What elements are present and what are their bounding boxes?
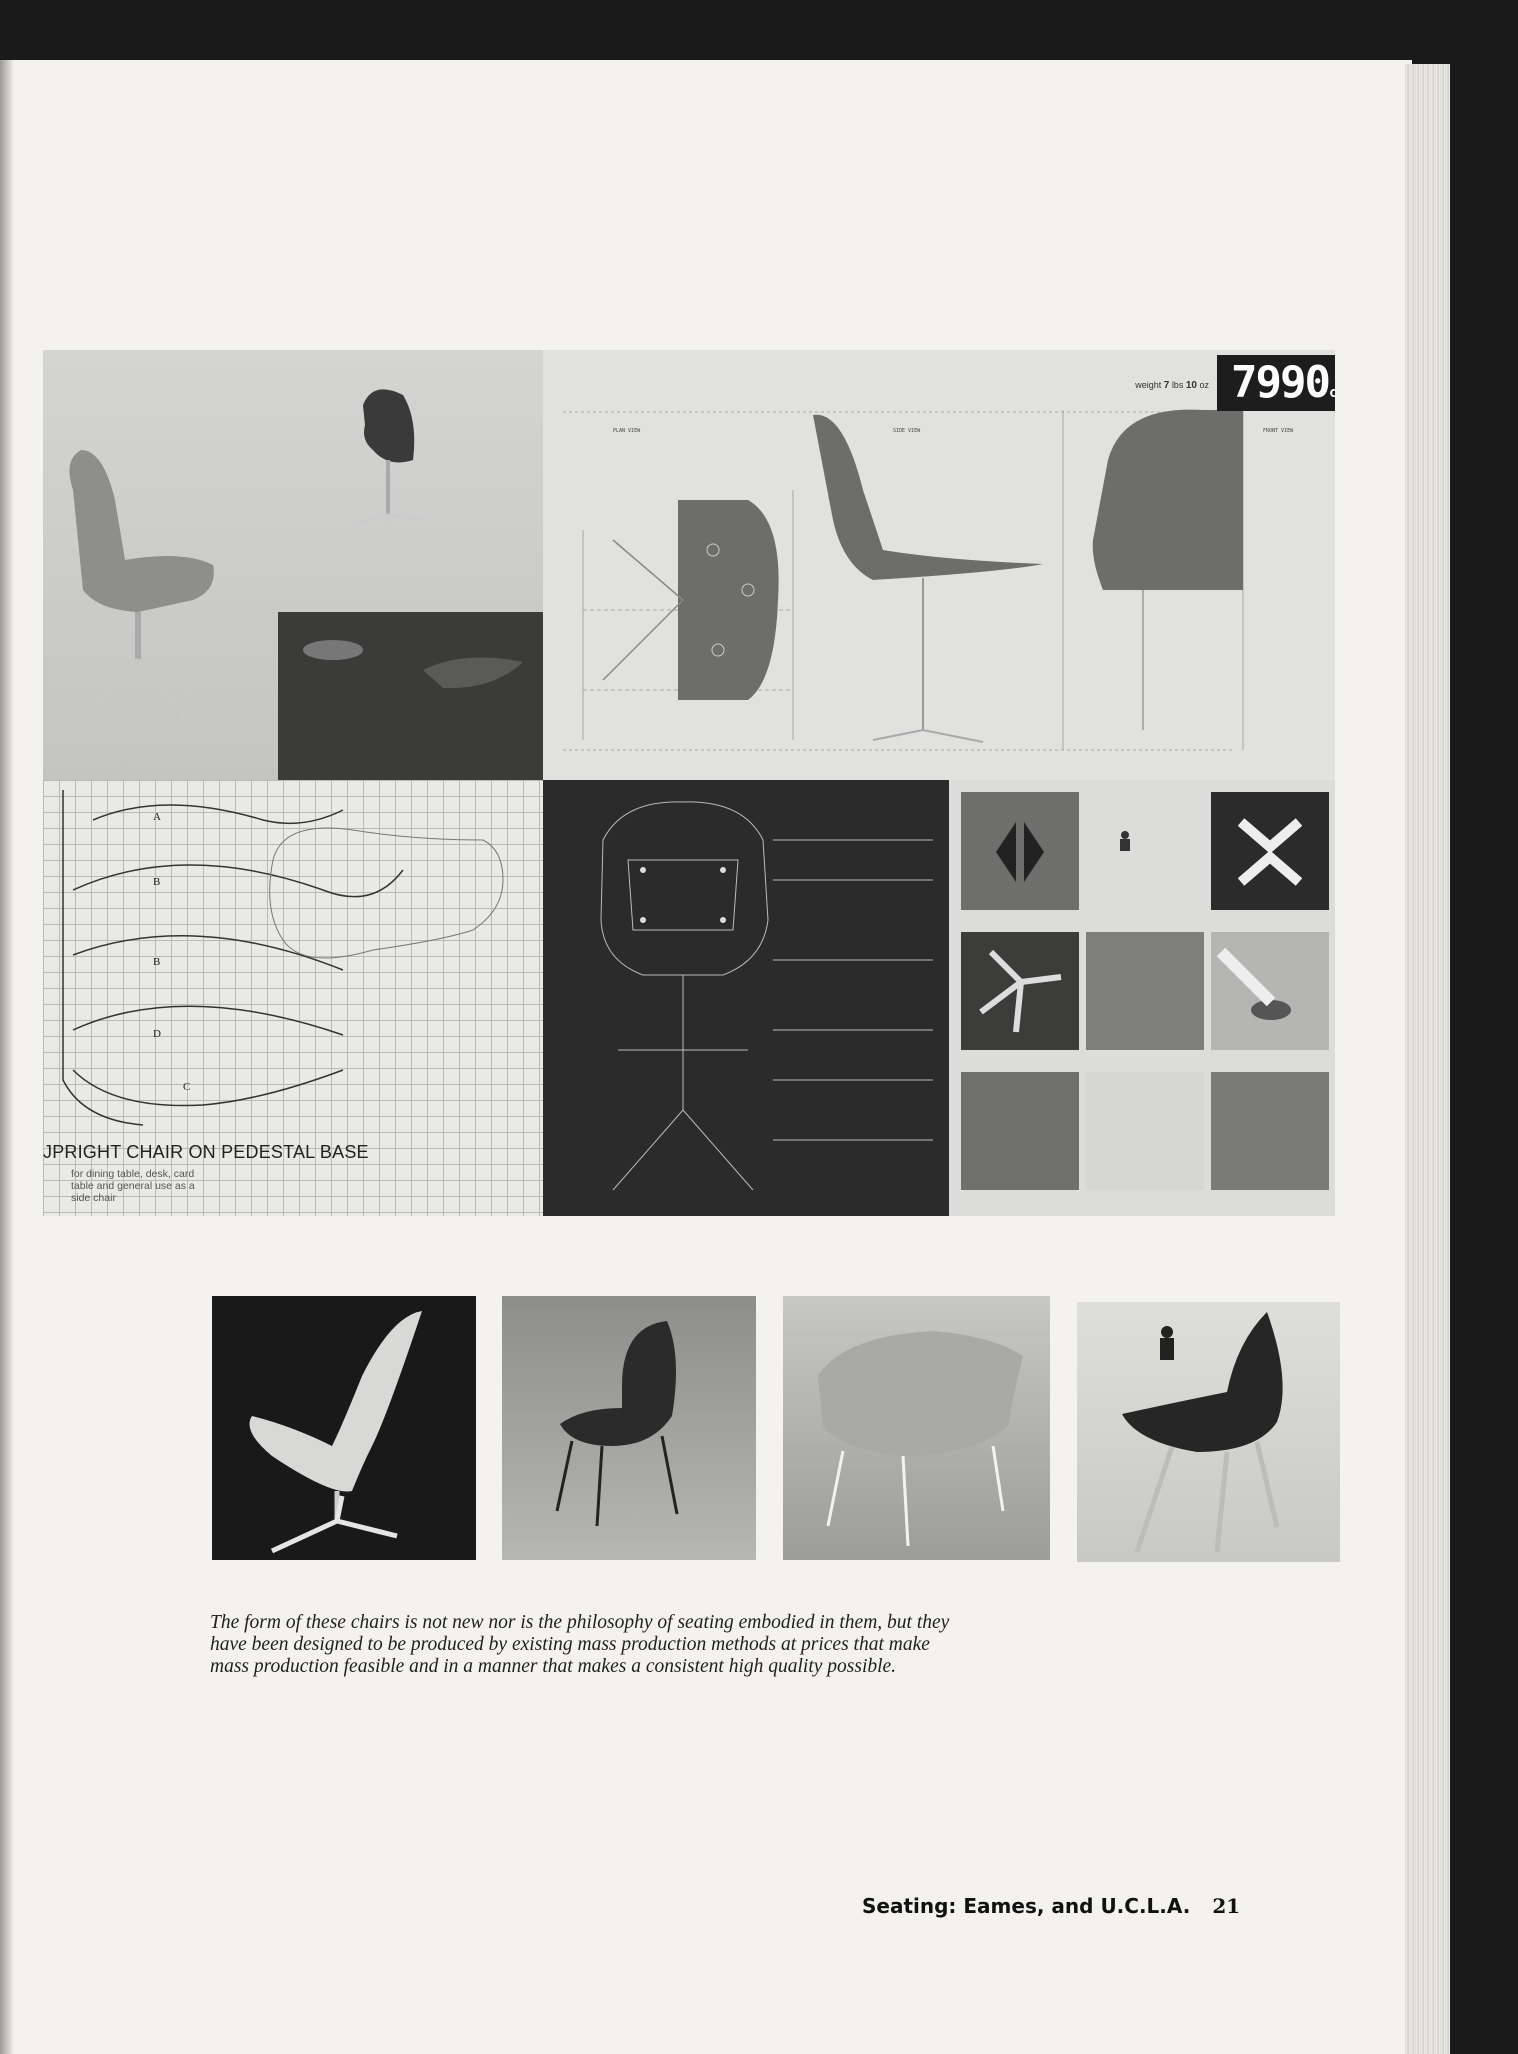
detail-section-foot-connection bbox=[1211, 1072, 1329, 1190]
detail-perspective-glide bbox=[1211, 932, 1329, 1050]
body-caption: The form of these chairs is not new nor is the philosophy of seating embodied in them, but they have been designed to be produced by existing mass production methods at prices that make mass production feasible and in a manner that makes a consistent high quality possible. bbox=[210, 1611, 950, 1677]
detail-section-shock-mount bbox=[1086, 932, 1204, 1050]
chair-photos-illustration bbox=[43, 350, 543, 780]
chair-photo-panel bbox=[43, 350, 543, 780]
figurine-small bbox=[1109, 825, 1149, 865]
detail-section-bracket bbox=[961, 1072, 1079, 1190]
technical-drawings-panel bbox=[543, 350, 1335, 780]
detail-section-glide bbox=[1211, 792, 1329, 910]
grid-label-b1: B bbox=[153, 876, 161, 888]
detail-cells-panel bbox=[949, 780, 1335, 1216]
model-number-badge: 7990c bbox=[1217, 355, 1335, 411]
photo-armchair bbox=[783, 1296, 1050, 1560]
blueprint-panel bbox=[543, 780, 949, 1216]
plate-subtitle: for dining table, desk, card table and general use as a side chair bbox=[71, 1168, 195, 1204]
photo-wire-base-chair bbox=[502, 1296, 756, 1560]
spine-shadow bbox=[0, 60, 14, 2054]
technical-drawing bbox=[543, 350, 1335, 780]
grid-label-c: C bbox=[183, 1081, 191, 1093]
detail-section-foot bbox=[961, 792, 1079, 910]
page-footer bbox=[862, 1894, 1240, 1918]
svg-text:PLAN VIEW: PLAN VIEW bbox=[613, 428, 641, 434]
photo-pedestal-chair bbox=[212, 1296, 476, 1560]
page-number: 21 bbox=[1212, 1894, 1241, 1918]
running-title: Seating: Eames, and U.C.L.A. bbox=[862, 1894, 1191, 1918]
grid-label-b2: B bbox=[153, 956, 161, 968]
detail-perspective-base bbox=[961, 932, 1079, 1050]
blueprint-drawing bbox=[543, 780, 949, 1216]
page-edges bbox=[1405, 64, 1450, 2054]
grid-label-d: D bbox=[153, 1028, 161, 1040]
svg-text:SIDE VIEW: SIDE VIEW bbox=[893, 428, 921, 434]
weight-label: weight 7 lbs 10 oz bbox=[1135, 380, 1209, 391]
detail-color-note bbox=[1086, 1072, 1204, 1190]
photo-wood-leg-chair bbox=[1077, 1302, 1340, 1562]
catalog-plate bbox=[43, 350, 1335, 1216]
grid-label-a: A bbox=[153, 811, 161, 823]
svg-text:FRONT VIEW: FRONT VIEW bbox=[1263, 428, 1294, 434]
plate-title: JPRIGHT CHAIR ON PEDESTAL BASE bbox=[43, 1142, 369, 1162]
